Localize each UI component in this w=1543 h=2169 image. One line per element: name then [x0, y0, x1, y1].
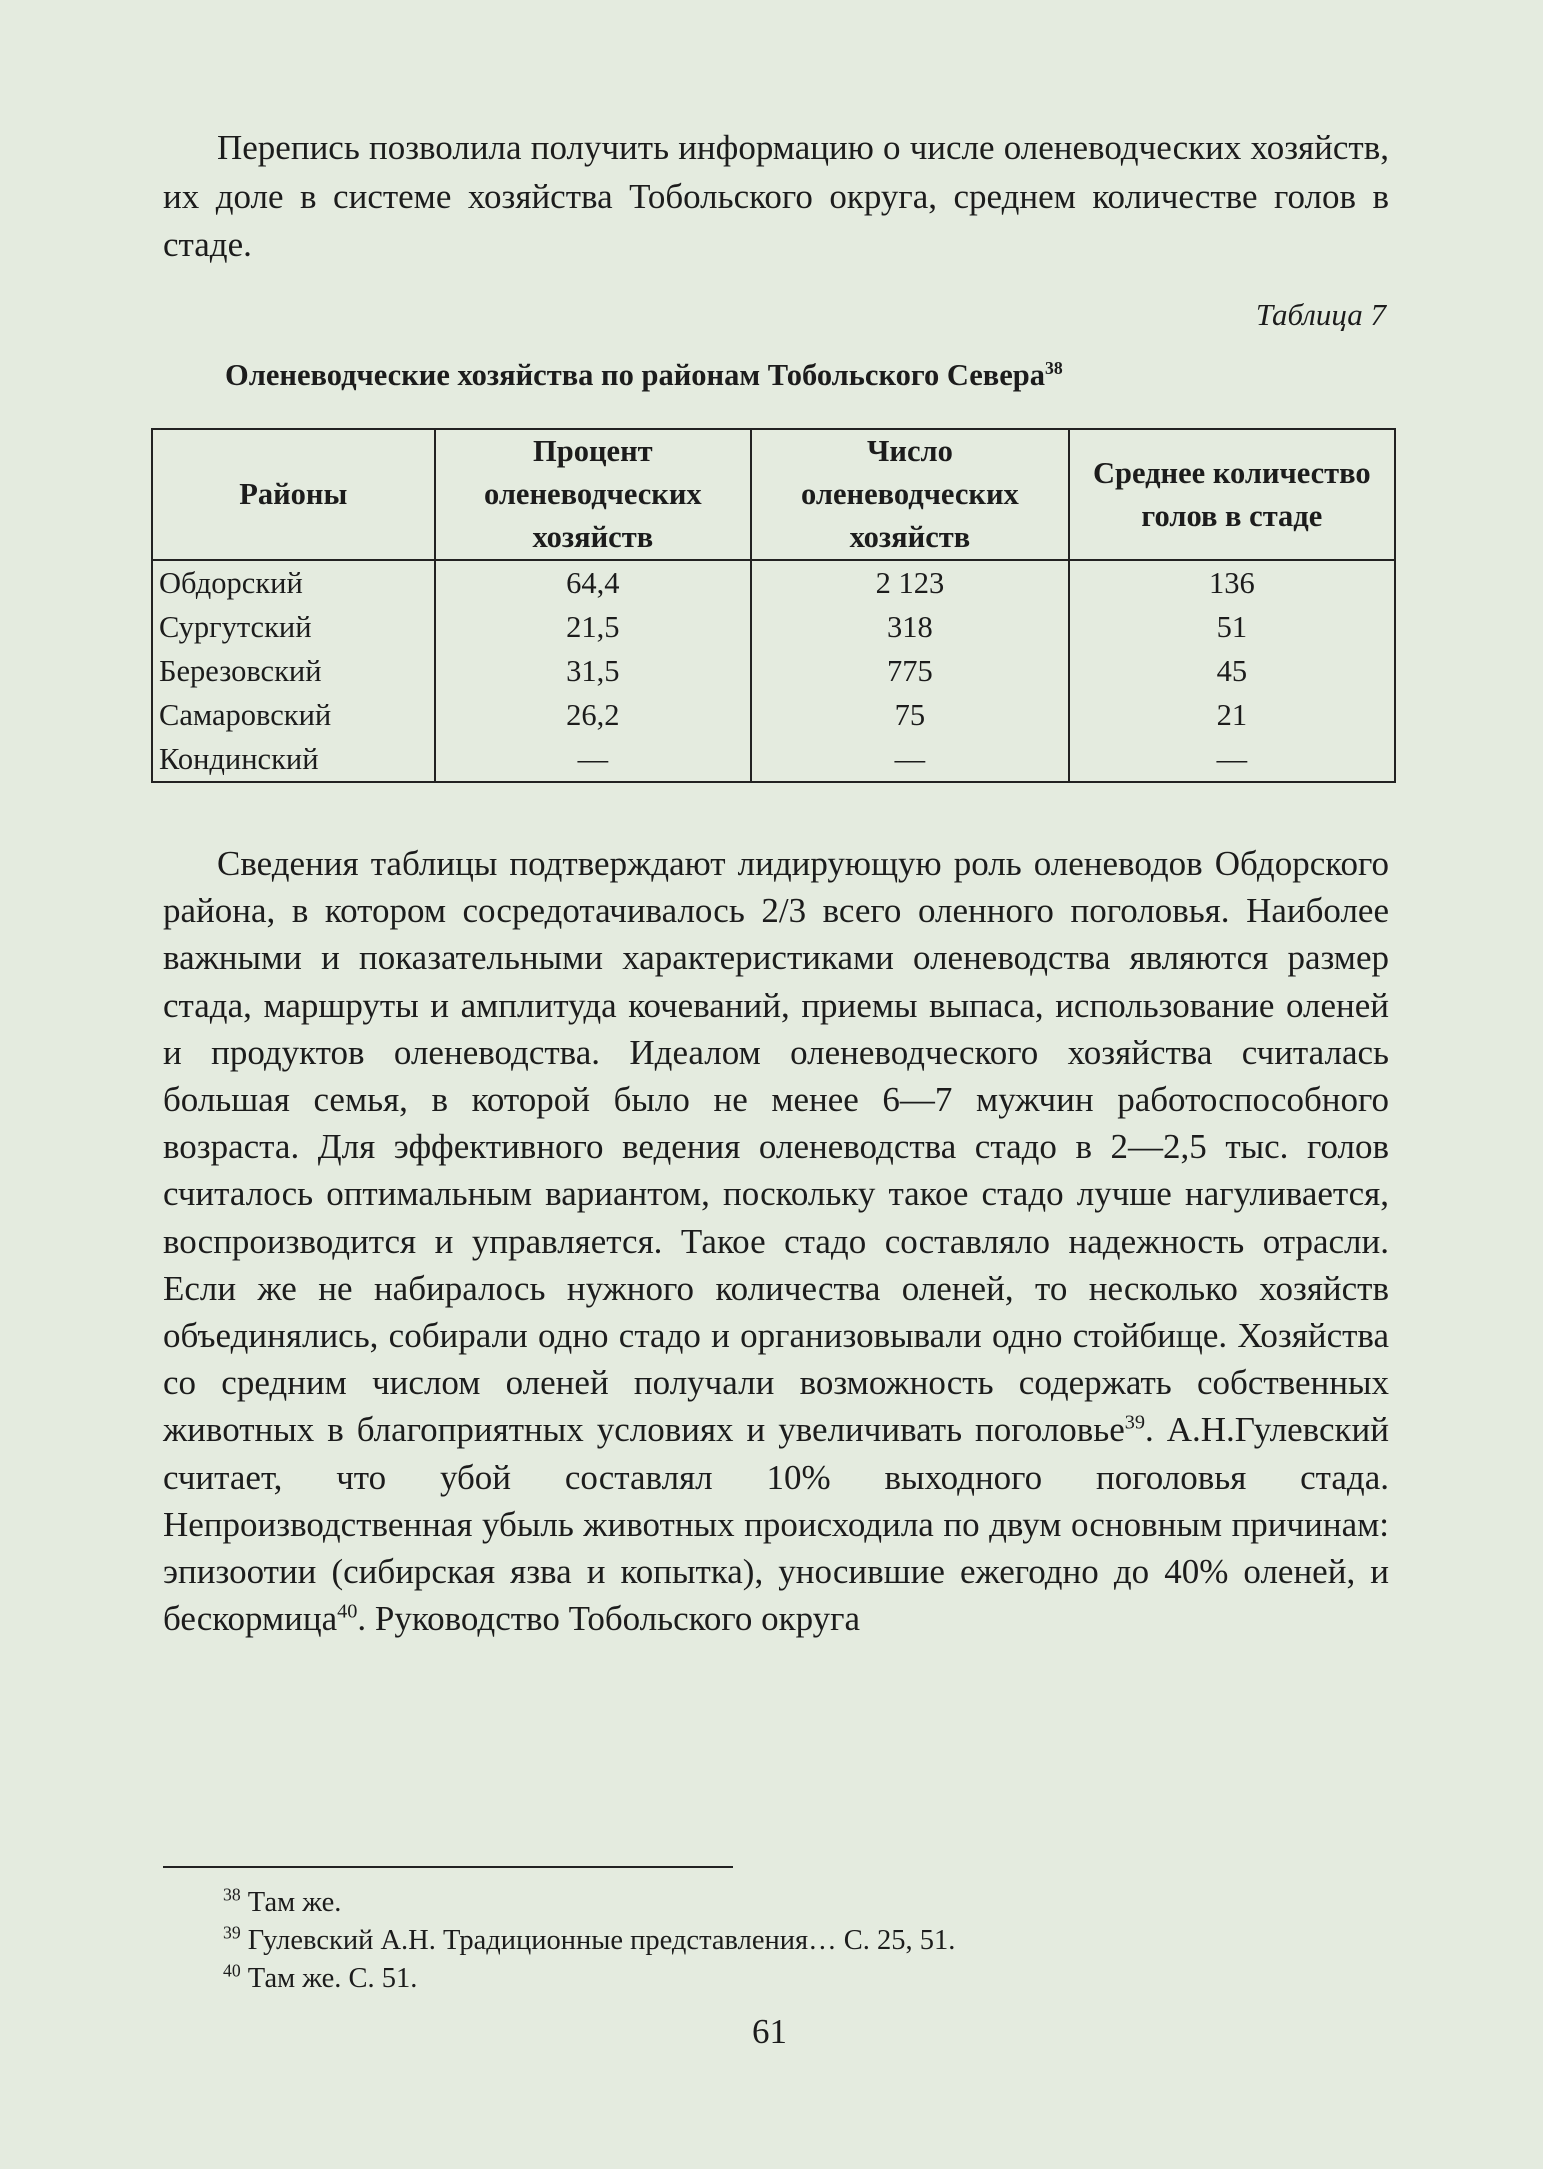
footnote-number: 39	[223, 1922, 241, 1943]
table-header-row	[152, 429, 1395, 560]
footnote-40	[223, 1960, 418, 1995]
cell-avg-herd: 45	[1069, 649, 1395, 693]
cell-percent: 26,2	[435, 693, 752, 737]
table-row	[152, 605, 1395, 649]
footnote-38	[223, 1884, 342, 1919]
intro-paragraph: Перепись позволила получить информацию о числе оленеводческих хозяйств, их доле в системе хозяйства Тобольского округа, среднем количестве голов в стаде.	[163, 128, 1389, 264]
footnote-number: 40	[223, 1960, 241, 1981]
cell-percent: —	[435, 737, 752, 782]
table-title	[225, 358, 1063, 393]
table-row	[152, 737, 1395, 782]
footnote-text: Там же.	[247, 1887, 342, 1918]
cell-district: Березовский	[152, 649, 435, 693]
header-percent: Процент оленеводческих хозяйств	[435, 429, 752, 560]
footnote-text: Там же. С. 51.	[247, 1963, 418, 1994]
cell-count: 775	[751, 649, 1069, 693]
header-avg-herd: Среднее количество голов в стаде	[1069, 429, 1395, 560]
cell-district: Кондинский	[152, 737, 435, 782]
header-district: Районы	[152, 429, 435, 560]
main-paragraph-part3: . Руководство Тобольского округа	[357, 1599, 861, 1639]
cell-avg-herd: 21	[1069, 693, 1395, 737]
page-number: 61	[752, 2012, 787, 2051]
cell-percent: 64,4	[435, 560, 752, 605]
cell-district: Самаровский	[152, 693, 435, 737]
footnote-ref-39: 39	[1124, 1411, 1146, 1434]
table-number-label: Таблица 7	[1255, 297, 1386, 332]
table-row	[152, 649, 1395, 693]
table-title-text: Оленеводческие хозяйства по районам Тобольского Севера	[225, 358, 1045, 392]
cell-count: —	[751, 737, 1069, 782]
cell-avg-herd: 136	[1069, 560, 1395, 605]
header-count: Число оленеводческих хозяйств	[751, 429, 1069, 560]
cell-district: Сургутский	[152, 605, 435, 649]
footnote-divider	[163, 1866, 733, 1868]
cell-percent: 31,5	[435, 649, 752, 693]
main-paragraph	[163, 840, 1389, 1642]
main-paragraph-part2: . А.Н.Гулевский считает, что убой составлял 10% выходного поголовья стада. Непроизводственная убыль животных происходила по двум основным причинам: эпизоотии (сибирская язва и копытка), уносившие ежегодно до 40% оленей, и бескормица	[163, 1410, 1389, 1639]
cell-count: 2 123	[751, 560, 1069, 605]
footnote-number: 38	[223, 1884, 241, 1905]
cell-count: 318	[751, 605, 1069, 649]
cell-percent: 21,5	[435, 605, 752, 649]
cell-avg-herd: —	[1069, 737, 1395, 782]
cell-district: Обдорский	[152, 560, 435, 605]
footnote-39	[223, 1922, 956, 1957]
cell-count: 75	[751, 693, 1069, 737]
table-title-footnote-ref: 38	[1045, 357, 1063, 378]
reindeer-farms-table	[151, 428, 1396, 783]
table-row	[152, 560, 1395, 605]
footnote-ref-40: 40	[337, 1600, 358, 1623]
footnote-text: Гулевский А.Н. Традиционные представления… С. 25, 51.	[247, 1925, 956, 1956]
main-paragraph-part1: Сведения таблицы подтверждают лидирующую роль оленеводов Обдорского района, в котором сосредотачивалось 2/3 всего оленного поголовья. Наиболее важными и показательными характеристиками оленеводства являются размер стада, маршруты и амплитуда кочеваний, приемы выпаса, использование оленей и продуктов оленеводства. Идеалом оленеводческого хозяйства считалась большая семья, в которой было не менее 6—7 мужчин работоспособного возраста. Для эффективного ведения оленеводства стадо в 2—2,5 тыс. голов считалось оптимальным вариантом, поскольку такое стадо лучше нагуливается, воспроизводится и управляется. Такое стадо составляло надежность отрасли. Если же не набиралось нужного количества оленей, то несколько хозяйств объединялись, собирали одно стадо и организовывали одно стойбище. Хозяйства со средним числом оленей получали возможность содержать собственных животных в благоприятных условиях и увеличивать поголовье	[163, 844, 1389, 1450]
table-row	[152, 693, 1395, 737]
cell-avg-herd: 51	[1069, 605, 1395, 649]
